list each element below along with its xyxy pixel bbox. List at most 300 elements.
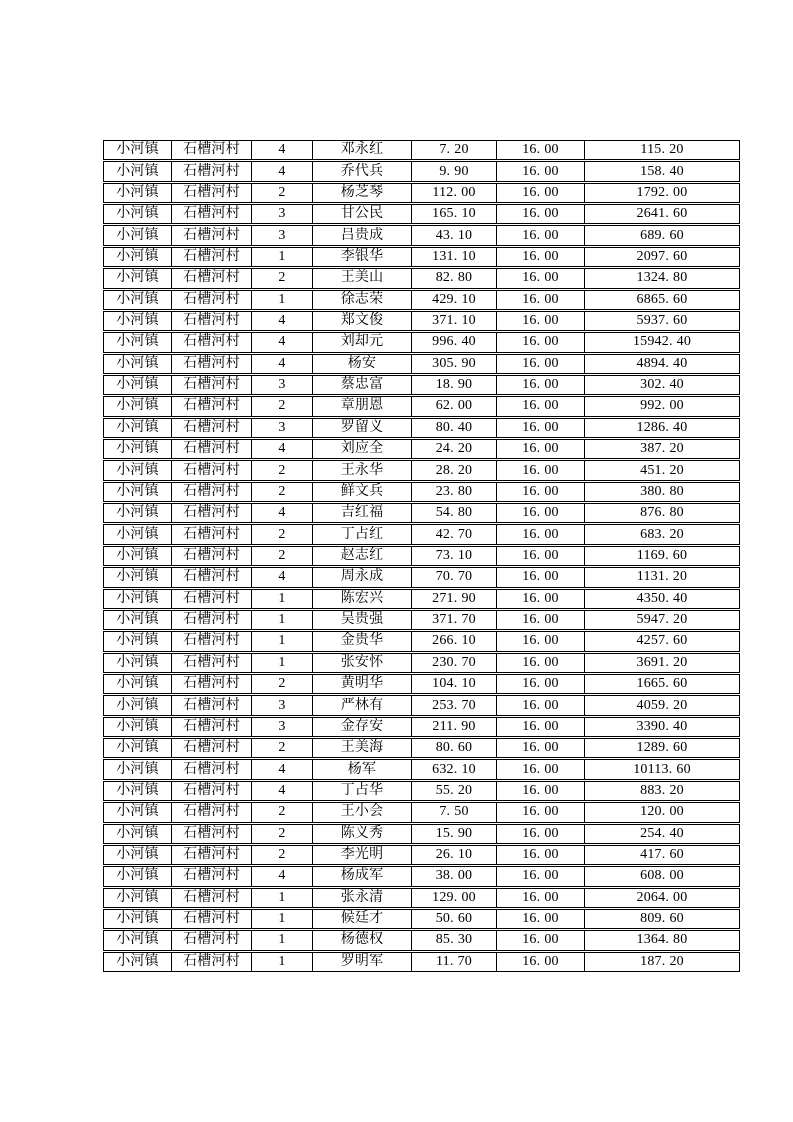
cell-amount: 3390 . 40 [636, 718, 688, 734]
decimal-point: . [536, 248, 541, 264]
cell-village: 石槽河村 [172, 675, 252, 693]
decimal-point: . [450, 483, 454, 499]
decimal-point: . [450, 419, 454, 435]
decimal-point: . [665, 569, 669, 585]
cell-village: 石槽河村 [172, 440, 252, 458]
decimal-point: . [536, 291, 541, 307]
cell-name: 王美海 [313, 739, 412, 757]
cell-quantity: 7 . 20 [412, 141, 497, 159]
decimal-point: . [536, 633, 541, 649]
decimal-point: . [536, 355, 541, 371]
cell-village: 石槽河村 [172, 846, 252, 864]
cell-town: 小河镇 [104, 782, 172, 800]
cell-town: 小河镇 [104, 675, 172, 693]
cell-quantity: 632 . 10 [412, 760, 497, 778]
cell-group: 2 [252, 739, 313, 757]
table-row [103, 610, 740, 630]
decimal-point: . [661, 505, 666, 521]
cell-group: 1 [252, 611, 313, 629]
decimal-point: . [453, 889, 458, 905]
cell-village: 石槽河村 [172, 419, 252, 437]
table-row [103, 524, 740, 544]
table-row [103, 140, 740, 160]
decimal-point: . [536, 206, 541, 222]
cell-unit-price: 16 . 00 [497, 910, 585, 928]
cell-name: 郑文俊 [313, 312, 412, 330]
cell-unit-price: 16 . 00 [497, 632, 585, 650]
decimal-point: . [450, 782, 454, 798]
cell-group: 1 [252, 248, 313, 266]
cell-village: 石槽河村 [172, 291, 252, 309]
cell-village: 石槽河村 [172, 333, 252, 351]
cell-unit-price: 16 . 00 [497, 269, 585, 287]
cell-quantity: 11 . 70 [412, 953, 497, 971]
decimal-point: . [665, 291, 670, 307]
cell-name: 王美山 [313, 269, 412, 287]
decimal-point: . [536, 419, 541, 435]
decimal-point: . [446, 142, 451, 158]
cell-village: 石槽河村 [172, 547, 252, 565]
cell-town: 小河镇 [104, 718, 172, 736]
decimal-point: . [450, 911, 454, 927]
cell-town: 小河镇 [104, 953, 172, 971]
cell-quantity: 429 . 10 [412, 291, 497, 309]
table-row [103, 567, 740, 587]
cell-town: 小河镇 [104, 397, 172, 415]
cell-group: 4 [252, 504, 313, 522]
table-row [103, 909, 740, 929]
cell-name: 赵志红 [313, 547, 412, 565]
cell-group: 2 [252, 675, 313, 693]
cell-quantity: 23 . 80 [412, 483, 497, 501]
cell-quantity: 305 . 90 [412, 355, 497, 373]
cell-unit-price: 16 . 00 [497, 312, 585, 330]
cell-group: 4 [252, 312, 313, 330]
table-row [103, 653, 740, 673]
cell-village: 石槽河村 [172, 590, 252, 608]
decimal-point: . [536, 847, 541, 863]
cell-group: 2 [252, 483, 313, 501]
cell-quantity: 9 . 90 [412, 162, 497, 180]
cell-town: 小河镇 [104, 291, 172, 309]
decimal-point: . [661, 911, 666, 927]
cell-amount: 809 . 60 [640, 911, 684, 927]
cell-amount: 1324 . 80 [636, 270, 688, 286]
cell-village: 石槽河村 [172, 184, 252, 202]
decimal-point: . [661, 483, 666, 499]
cell-town: 小河镇 [104, 803, 172, 821]
decimal-point: . [453, 206, 458, 222]
decimal-point: . [536, 462, 541, 478]
cell-unit-price: 16 . 00 [497, 205, 585, 223]
cell-village: 石槽河村 [172, 632, 252, 650]
cell-name: 金贵华 [313, 632, 412, 650]
cell-village: 石槽河村 [172, 825, 252, 843]
decimal-point: . [453, 654, 458, 670]
cell-group: 3 [252, 376, 313, 394]
decimal-point: . [453, 313, 458, 329]
cell-town: 小河镇 [104, 248, 172, 266]
table-row [103, 759, 740, 779]
cell-village: 石槽河村 [172, 248, 252, 266]
decimal-point: . [453, 355, 458, 371]
cell-village: 石槽河村 [172, 269, 252, 287]
cell-village: 石槽河村 [172, 568, 252, 586]
decimal-point: . [446, 163, 451, 179]
table-row [103, 824, 740, 844]
decimal-point: . [665, 313, 670, 329]
cell-group: 2 [252, 269, 313, 287]
cell-village: 石槽河村 [172, 397, 252, 415]
cell-town: 小河镇 [104, 184, 172, 202]
cell-quantity: 18 . 90 [412, 376, 497, 394]
cell-unit-price: 16 . 00 [497, 504, 585, 522]
cell-town: 小河镇 [104, 269, 172, 287]
cell-unit-price: 16 . 00 [497, 226, 585, 244]
cell-amount: 2097 . 60 [636, 248, 688, 264]
cell-village: 石槽河村 [172, 867, 252, 885]
cell-group: 3 [252, 419, 313, 437]
cell-name: 张安怀 [313, 654, 412, 672]
cell-village: 石槽河村 [172, 141, 252, 159]
cell-quantity: 70 . 70 [412, 568, 497, 586]
cell-quantity: 73 . 10 [412, 547, 497, 565]
cell-group: 1 [252, 590, 313, 608]
table-row [103, 354, 740, 374]
cell-amount: 992 . 00 [640, 398, 684, 414]
cell-amount: 2641 . 60 [636, 206, 688, 222]
decimal-point: . [453, 633, 458, 649]
table-row [103, 439, 740, 459]
cell-town: 小河镇 [104, 333, 172, 351]
decimal-point: . [450, 270, 454, 286]
decimal-point: . [449, 953, 454, 969]
cell-group: 3 [252, 696, 313, 714]
cell-town: 小河镇 [104, 461, 172, 479]
decimal-point: . [453, 334, 458, 350]
cell-village: 石槽河村 [172, 803, 252, 821]
cell-amount: 4257 . 60 [636, 633, 688, 649]
cell-quantity: 55 . 20 [412, 782, 497, 800]
cell-town: 小河镇 [104, 590, 172, 608]
cell-unit-price: 16 . 00 [497, 867, 585, 885]
cell-unit-price: 16 . 00 [497, 483, 585, 501]
cell-group: 4 [252, 162, 313, 180]
cell-quantity: 80 . 40 [412, 419, 497, 437]
cell-unit-price: 16 . 00 [497, 291, 585, 309]
cell-town: 小河镇 [104, 504, 172, 522]
cell-unit-price: 16 . 00 [497, 718, 585, 736]
cell-unit-price: 16 . 00 [497, 461, 585, 479]
cell-unit-price: 16 . 00 [497, 803, 585, 821]
cell-town: 小河镇 [104, 867, 172, 885]
table-row [103, 888, 740, 908]
cell-town: 小河镇 [104, 226, 172, 244]
cell-quantity: 42 . 70 [412, 525, 497, 543]
decimal-point: . [661, 163, 666, 179]
decimal-point: . [536, 654, 541, 670]
decimal-point: . [536, 825, 541, 841]
decimal-point: . [661, 825, 666, 841]
cell-amount: 1364 . 80 [636, 932, 688, 948]
decimal-point: . [450, 441, 454, 457]
cell-amount: 1792 . 00 [636, 184, 688, 200]
cell-name: 杨德权 [313, 931, 412, 949]
decimal-point: . [665, 718, 670, 734]
cell-town: 小河镇 [104, 419, 172, 437]
cell-quantity: 253 . 70 [412, 696, 497, 714]
decimal-point: . [661, 462, 666, 478]
cell-amount: 15942 . 40 [632, 334, 692, 350]
cell-amount: 417 . 60 [640, 847, 684, 863]
cell-name: 李光明 [313, 846, 412, 864]
cell-quantity: 129 . 00 [412, 889, 497, 907]
cell-town: 小河镇 [104, 205, 172, 223]
cell-town: 小河镇 [104, 483, 172, 501]
decimal-point: . [665, 419, 670, 435]
decimal-point: . [453, 184, 458, 200]
cell-amount: 683 . 20 [640, 526, 684, 542]
cell-name: 乔代兵 [313, 162, 412, 180]
cell-unit-price: 16 . 00 [497, 440, 585, 458]
decimal-point: . [450, 548, 454, 563]
decimal-point: . [665, 654, 670, 670]
table-row [103, 268, 740, 288]
decimal-point: . [453, 291, 458, 307]
cell-name: 严林有 [313, 696, 412, 714]
decimal-point: . [665, 740, 670, 756]
cell-group: 2 [252, 547, 313, 565]
decimal-point: . [665, 612, 670, 628]
cell-town: 小河镇 [104, 440, 172, 458]
decimal-point: . [665, 676, 670, 692]
cell-group: 2 [252, 184, 313, 202]
decimal-point: . [536, 889, 541, 905]
cell-group: 1 [252, 889, 313, 907]
cell-unit-price: 16 . 00 [497, 590, 585, 608]
decimal-point: . [536, 505, 541, 521]
decimal-point: . [450, 526, 454, 542]
cell-group: 4 [252, 355, 313, 373]
cell-village: 石槽河村 [172, 953, 252, 971]
cell-amount: 689 . 60 [640, 227, 684, 243]
table-row [103, 695, 740, 715]
decimal-point: . [661, 142, 666, 158]
cell-village: 石槽河村 [172, 889, 252, 907]
cell-group: 1 [252, 291, 313, 309]
decimal-point: . [661, 782, 666, 798]
cell-quantity: 62 . 00 [412, 397, 497, 415]
cell-town: 小河镇 [104, 162, 172, 180]
cell-name: 杨芝琴 [313, 184, 412, 202]
cell-town: 小河镇 [104, 931, 172, 949]
cell-unit-price: 16 . 00 [497, 611, 585, 629]
decimal-point: . [453, 718, 458, 734]
cell-name: 丁占华 [313, 782, 412, 800]
cell-town: 小河镇 [104, 739, 172, 757]
decimal-point: . [665, 889, 670, 905]
table-row [103, 396, 740, 416]
decimal-point: . [450, 227, 454, 243]
decimal-point: . [661, 227, 666, 243]
cell-town: 小河镇 [104, 568, 172, 586]
decimal-point: . [661, 868, 666, 884]
cell-quantity: 131 . 10 [412, 248, 497, 266]
decimal-point: . [536, 612, 541, 628]
cell-unit-price: 16 . 00 [497, 675, 585, 693]
cell-group: 4 [252, 333, 313, 351]
decimal-point: . [665, 697, 670, 713]
decimal-point: . [661, 953, 666, 969]
cell-group: 2 [252, 825, 313, 843]
decimal-point: . [536, 483, 541, 499]
decimal-point: . [665, 270, 670, 286]
cell-name: 刘却元 [313, 333, 412, 351]
cell-unit-price: 16 . 00 [497, 696, 585, 714]
decimal-point: . [450, 847, 454, 863]
cell-village: 石槽河村 [172, 931, 252, 949]
decimal-point: . [536, 163, 541, 179]
cell-unit-price: 16 . 00 [497, 419, 585, 437]
table-row [103, 717, 740, 737]
cell-group: 4 [252, 867, 313, 885]
table-row [103, 930, 740, 950]
cell-name: 罗明军 [313, 953, 412, 971]
cell-quantity: 230 . 70 [412, 654, 497, 672]
cell-town: 小河镇 [104, 611, 172, 629]
cell-name: 杨军 [313, 760, 412, 778]
cell-unit-price: 16 . 00 [497, 355, 585, 373]
decimal-point: . [536, 911, 541, 927]
decimal-point: . [661, 526, 666, 542]
decimal-point: . [450, 825, 454, 841]
decimal-point: . [536, 932, 541, 948]
cell-amount: 387 . 20 [640, 441, 684, 457]
decimal-point: . [536, 953, 541, 969]
table-row [103, 183, 740, 203]
cell-name: 罗留义 [313, 419, 412, 437]
table-row [103, 631, 740, 651]
cell-group: 4 [252, 568, 313, 586]
cell-amount: 876 . 80 [640, 505, 684, 521]
decimal-point: . [661, 847, 666, 863]
cell-town: 小河镇 [104, 696, 172, 714]
cell-unit-price: 16 . 00 [497, 953, 585, 971]
cell-quantity: 996 . 40 [412, 333, 497, 351]
decimal-point: . [536, 227, 541, 243]
table-row [103, 845, 740, 865]
table-row [103, 290, 740, 310]
cell-group: 4 [252, 141, 313, 159]
cell-group: 1 [252, 654, 313, 672]
cell-village: 石槽河村 [172, 226, 252, 244]
decimal-point: . [536, 526, 541, 542]
cell-quantity: 165 . 10 [412, 205, 497, 223]
cell-quantity: 85 . 30 [412, 931, 497, 949]
decimal-point: . [450, 569, 454, 585]
cell-name: 金存安 [313, 718, 412, 736]
cell-name: 刘应全 [313, 440, 412, 458]
cell-group: 2 [252, 461, 313, 479]
cell-unit-price: 16 . 00 [497, 525, 585, 543]
cell-amount: 883 . 20 [640, 782, 684, 798]
cell-amount: 187 . 20 [640, 953, 684, 969]
cell-village: 石槽河村 [172, 162, 252, 180]
table-row [103, 866, 740, 886]
cell-name: 李银华 [313, 248, 412, 266]
cell-quantity: 15 . 90 [412, 825, 497, 843]
decimal-point: . [536, 718, 541, 734]
cell-town: 小河镇 [104, 910, 172, 928]
table-row [103, 332, 740, 352]
cell-unit-price: 16 . 00 [497, 760, 585, 778]
decimal-point: . [450, 462, 454, 478]
table-row [103, 418, 740, 438]
cell-town: 小河镇 [104, 525, 172, 543]
cell-group: 3 [252, 226, 313, 244]
cell-quantity: 54 . 80 [412, 504, 497, 522]
decimal-point: . [665, 932, 670, 948]
decimal-point: . [536, 142, 541, 158]
decimal-point: . [453, 248, 458, 264]
cell-name: 丁占红 [313, 525, 412, 543]
decimal-point: . [665, 248, 670, 264]
cell-village: 石槽河村 [172, 525, 252, 543]
cell-unit-price: 16 . 00 [497, 141, 585, 159]
cell-group: 4 [252, 440, 313, 458]
cell-quantity: 266 . 10 [412, 632, 497, 650]
cell-name: 王永华 [313, 461, 412, 479]
decimal-point: . [536, 377, 541, 393]
cell-unit-price: 16 . 00 [497, 931, 585, 949]
decimal-point: . [665, 184, 670, 200]
decimal-point: . [661, 804, 666, 820]
cell-village: 石槽河村 [172, 312, 252, 330]
cell-group: 1 [252, 910, 313, 928]
cell-village: 石槽河村 [172, 461, 252, 479]
cell-quantity: 7 . 50 [412, 803, 497, 821]
cell-group: 4 [252, 760, 313, 778]
cell-name: 章朋恩 [313, 397, 412, 415]
cell-village: 石槽河村 [172, 504, 252, 522]
cell-group: 2 [252, 397, 313, 415]
cell-name: 邓永红 [313, 141, 412, 159]
cell-quantity: 104 . 10 [412, 675, 497, 693]
table-row [103, 482, 740, 502]
table-row [103, 204, 740, 224]
cell-amount: 10113 . 60 [633, 761, 691, 777]
cell-amount: 302 . 40 [640, 377, 684, 393]
table-row [103, 738, 740, 758]
cell-town: 小河镇 [104, 889, 172, 907]
cell-amount: 451 . 20 [640, 462, 684, 478]
table-row [103, 781, 740, 801]
decimal-point: . [450, 932, 454, 948]
cell-amount: 4894 . 40 [636, 355, 688, 371]
cell-group: 2 [252, 846, 313, 864]
decimal-point: . [453, 676, 458, 692]
cell-quantity: 50 . 60 [412, 910, 497, 928]
cell-town: 小河镇 [104, 141, 172, 159]
cell-name: 鲜文兵 [313, 483, 412, 501]
cell-amount: 4059 . 20 [636, 697, 688, 713]
cell-amount: 5947 . 20 [636, 612, 688, 628]
decimal-point: . [665, 206, 670, 222]
cell-amount: 2064 . 00 [636, 889, 688, 905]
cell-unit-price: 16 . 00 [497, 846, 585, 864]
cell-town: 小河镇 [104, 632, 172, 650]
cell-amount: 1286 . 40 [636, 419, 688, 435]
